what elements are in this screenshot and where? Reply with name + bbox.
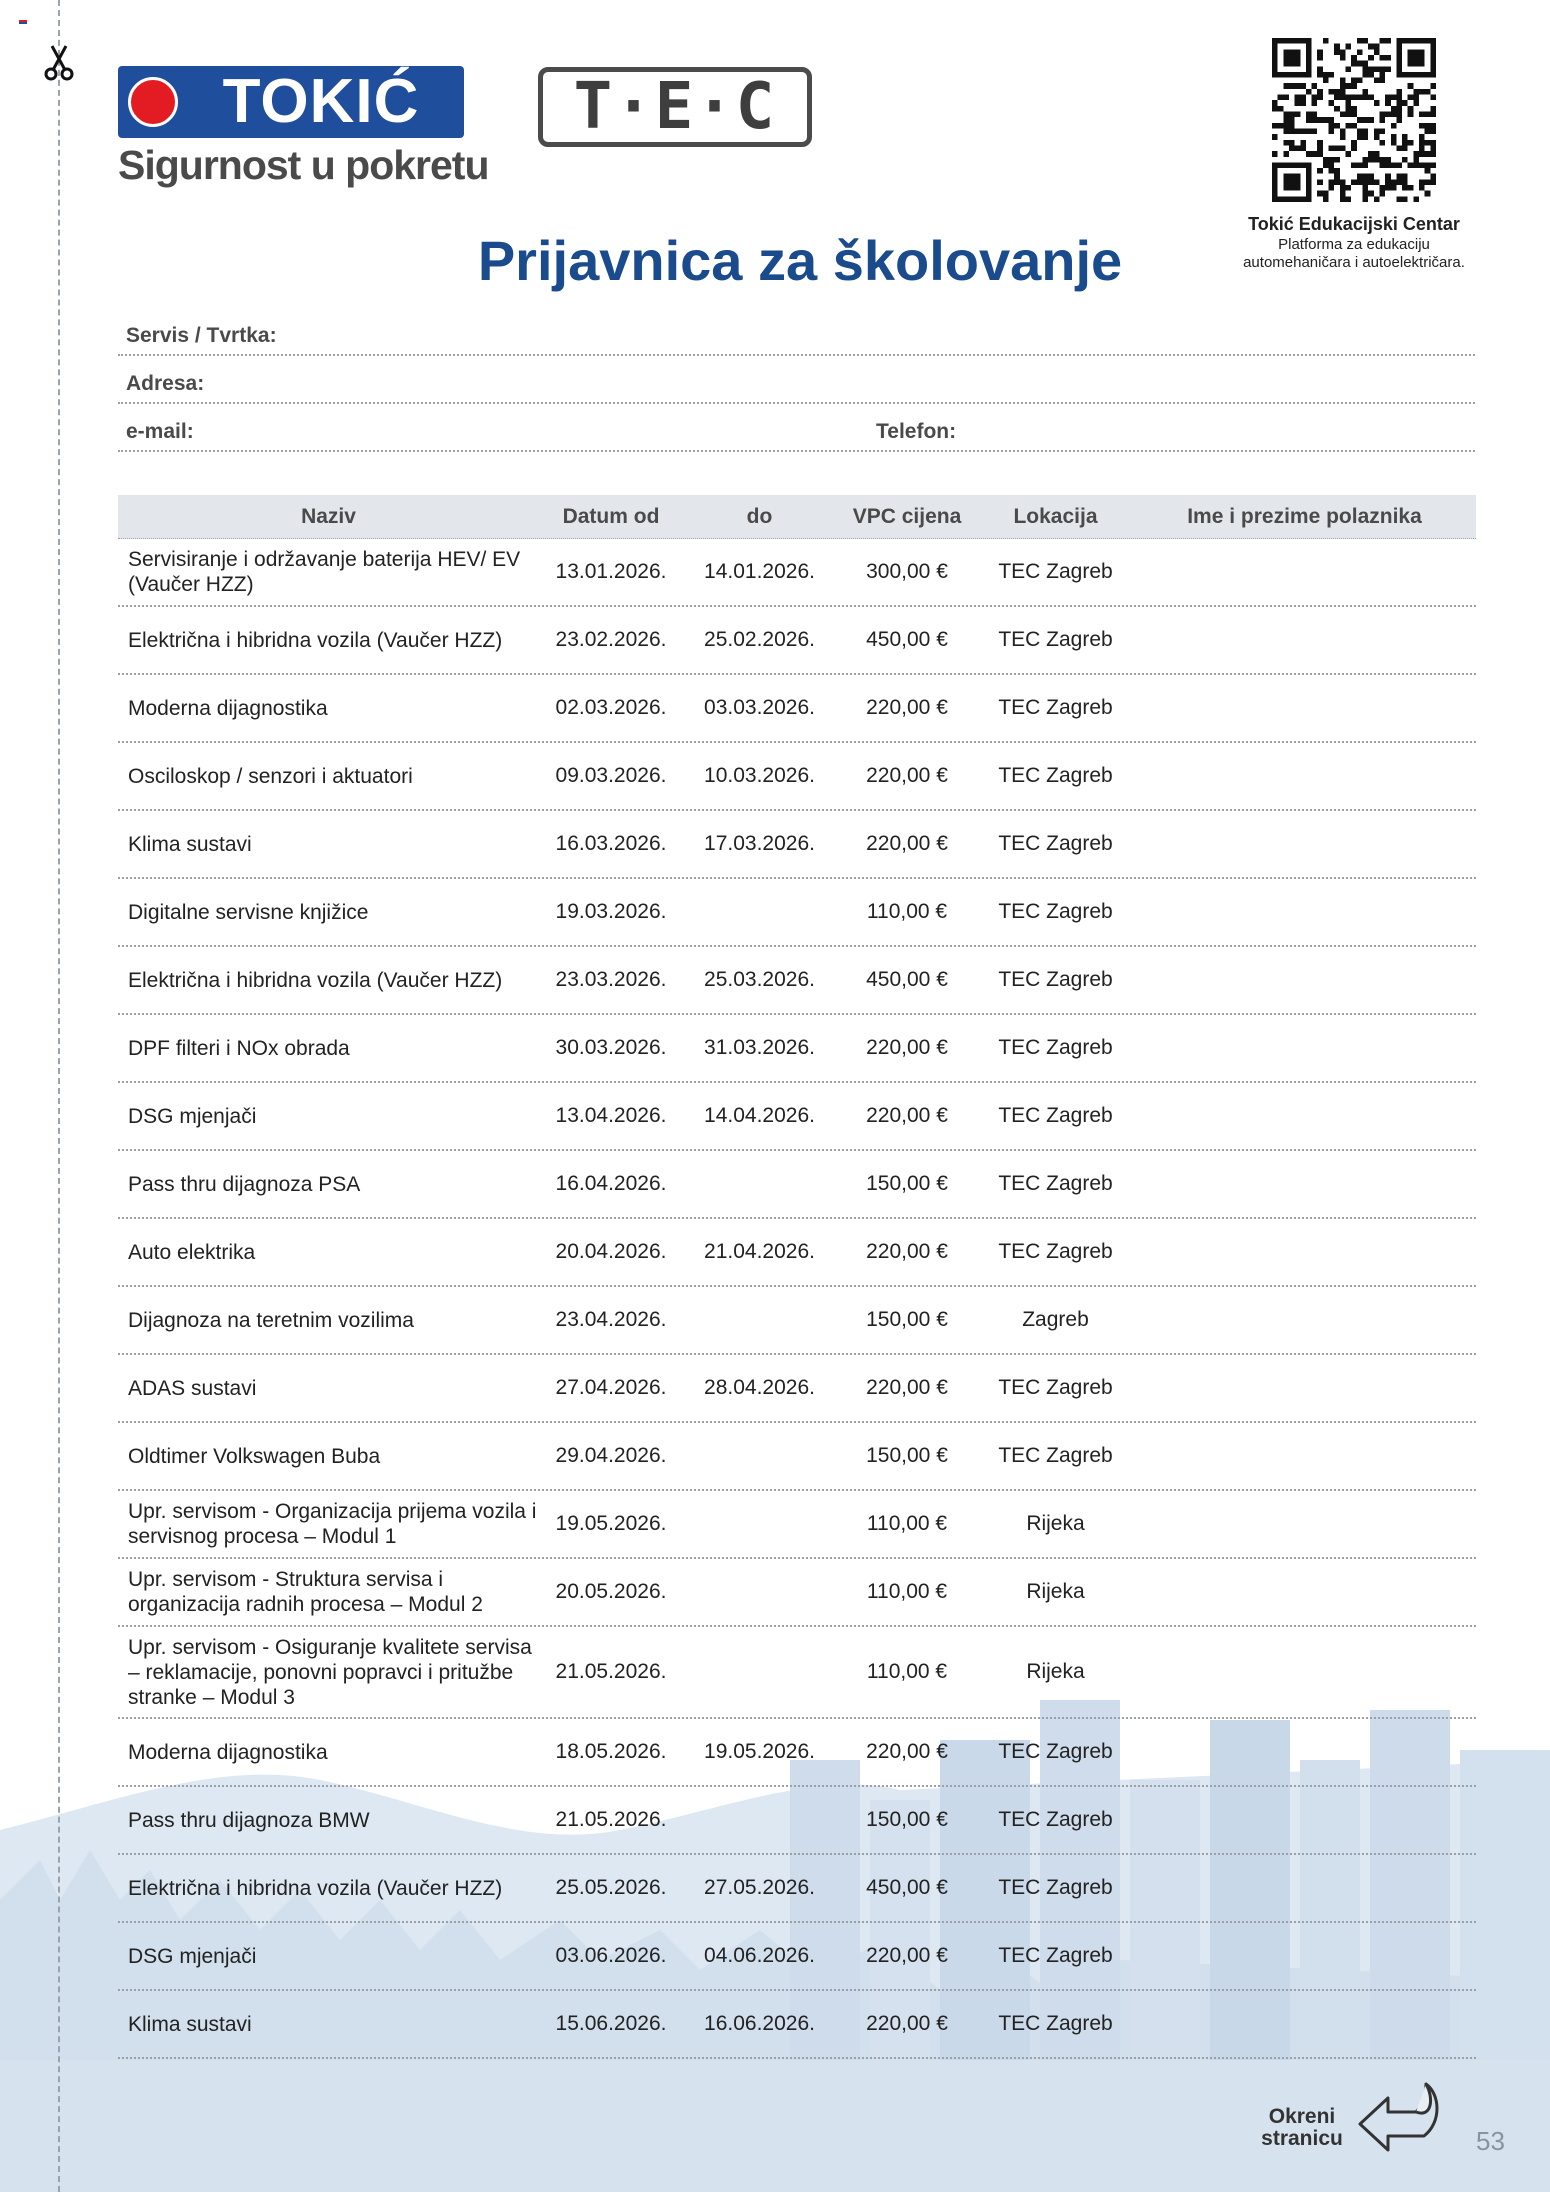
price: 450,00 € [866,628,948,651]
header-participant: Ime i prezime polaznika [1187,504,1422,528]
date-from: 02.03.2026. [555,696,667,719]
qr-description: Platforma za edukaciju automehaničara i autoelektričara. [1243,236,1465,271]
course-name: Upr. servisom - Osiguranje kvalitete servisa – reklamacije, ponovni popravci i pritužbe stranke – Modul 3 [128,1635,532,1709]
price: 110,00 € [866,900,948,923]
scissors-icon [40,44,78,82]
date-to: 16.06.2026. [704,2012,815,2035]
location: Rijeka [1026,1580,1085,1603]
price: 220,00 € [866,2012,948,2035]
location: TEC Zagreb [998,560,1113,583]
cut-line [58,0,60,2192]
qr-code[interactable] [1272,38,1436,202]
table-row [118,1627,1476,1719]
date-from: 15.06.2026. [555,2012,667,2035]
table-row [118,1719,1476,1787]
email-phone-field[interactable] [118,402,1475,452]
table-row [118,1559,1476,1627]
course-name: Klima sustavi [128,832,252,856]
location: TEC Zagreb [998,1376,1113,1399]
location: TEC Zagreb [998,1444,1113,1467]
price: 220,00 € [866,832,948,855]
date-from: 25.05.2026. [555,1876,667,1899]
table-row [118,607,1476,675]
date-to: 03.03.2026. [704,696,815,719]
price: 150,00 € [866,1444,948,1467]
price: 220,00 € [866,1240,948,1263]
date-to: 14.01.2026. [704,560,815,583]
location: TEC Zagreb [998,1036,1113,1059]
location: TEC Zagreb [998,1740,1113,1763]
page-number: 53 [1476,2126,1505,2156]
qr-title: Tokić Edukacijski Centar [1248,214,1460,234]
company-field[interactable] [118,306,1475,356]
date-to: 31.03.2026. [704,1036,815,1059]
course-name: Moderna dijagnostika [128,1740,328,1764]
price: 220,00 € [866,1740,948,1763]
address-field[interactable] [118,354,1475,404]
location: TEC Zagreb [998,832,1113,855]
date-from: 19.03.2026. [555,900,667,923]
location: TEC Zagreb [998,1104,1113,1127]
date-from: 13.01.2026. [555,560,667,583]
date-from: 16.03.2026. [555,832,667,855]
date-from: 20.04.2026. [555,1240,667,1263]
courses-table [118,495,1476,2059]
table-row [118,1355,1476,1423]
page-title: Prijavnica za školovanje [477,229,1123,292]
course-name: Moderna dijagnostika [128,696,328,720]
table-row [118,879,1476,947]
address-label: Adresa: [126,372,205,395]
header-location: Lokacija [1013,504,1098,528]
date-from: 29.04.2026. [555,1444,667,1467]
date-from: 23.04.2026. [555,1308,667,1331]
table-row [118,1287,1476,1355]
course-name: Dijagnoza na teretnim vozilima [128,1308,414,1332]
price: 150,00 € [866,1808,948,1831]
course-name: Električna i hibridna vozila (Vaučer HZZ) [128,628,503,652]
location: TEC Zagreb [998,2012,1113,2035]
turn-line-2: stranicu [1261,2127,1343,2150]
logo-red-dot [128,77,178,127]
logo-text: TOKIĆ [222,67,420,136]
location: TEC Zagreb [998,1944,1113,1967]
location: TEC Zagreb [998,900,1113,923]
date-to: 19.05.2026. [704,1740,815,1763]
table-row [118,1083,1476,1151]
date-to: 25.02.2026. [704,628,815,651]
location: TEC Zagreb [998,1172,1113,1195]
turn-page-arrow-icon[interactable] [1354,2078,1444,2156]
date-from: 19.05.2026. [555,1512,667,1535]
date-from: 21.05.2026. [555,1808,667,1831]
course-name: Klima sustavi [128,2012,252,2036]
date-from: 16.04.2026. [555,1172,667,1195]
table-body [118,539,1476,2059]
table-row [118,1423,1476,1491]
table-row [118,675,1476,743]
date-from: 03.06.2026. [555,1944,667,1967]
location: TEC Zagreb [998,696,1113,719]
date-to: 27.05.2026. [704,1876,815,1899]
date-from: 23.03.2026. [555,968,667,991]
course-name: Električna i hibridna vozila (Vaučer HZZ) [128,1876,503,1900]
table-row [118,947,1476,1015]
tokic-logo [118,66,464,138]
course-name: DPF filteri i NOx obrada [128,1036,350,1060]
price: 450,00 € [866,968,948,991]
location: Rijeka [1026,1512,1085,1535]
course-name: Upr. servisom - Organizacija prijema vozila i servisnog procesa – Modul 1 [128,1500,537,1548]
course-name: Osciloskop / senzori i aktuatori [128,764,413,788]
table-row [118,1219,1476,1287]
price: 150,00 € [866,1308,948,1331]
email-label: e-mail: [126,420,194,443]
location: TEC Zagreb [998,1876,1113,1899]
location: Zagreb [1022,1308,1089,1331]
date-from: 13.04.2026. [555,1104,667,1127]
price: 110,00 € [866,1660,948,1683]
price: 150,00 € [866,1172,948,1195]
header-price: VPC cijena [852,504,962,528]
date-from: 18.05.2026. [555,1740,667,1763]
course-name: Oldtimer Volkswagen Buba [128,1444,381,1468]
company-label: Servis / Tvrtka: [126,324,277,347]
turn-page-label[interactable] [1252,2106,1352,2150]
table-header [118,495,1476,539]
location: TEC Zagreb [998,628,1113,651]
course-name: Digitalne servisne knjižice [128,900,369,924]
table-row [118,1015,1476,1083]
price: 220,00 € [866,1376,948,1399]
date-from: 27.04.2026. [555,1376,667,1399]
course-name: Servisiranje i održavanje baterija HEV/ EV (Vaučer HZZ) [128,548,521,596]
date-to: 17.03.2026. [704,832,815,855]
table-row [118,1923,1476,1991]
price: 220,00 € [866,1036,948,1059]
date-to: 28.04.2026. [704,1376,815,1399]
location: TEC Zagreb [998,968,1113,991]
course-name: DSG mjenjači [128,1104,257,1128]
table-row [118,539,1476,607]
location: Rijeka [1026,1660,1085,1683]
header-name: Naziv [301,505,356,528]
table-row [118,1855,1476,1923]
course-name: Pass thru dijagnoza PSA [128,1172,361,1196]
turn-line-1: Okreni [1268,2105,1336,2128]
date-to: 04.06.2026. [704,1944,815,1967]
header-to: do [746,504,773,528]
date-to: 14.04.2026. [704,1104,815,1127]
flag-mark [19,20,27,26]
date-from: 09.03.2026. [555,764,667,787]
table-row [118,1491,1476,1559]
price: 300,00 € [866,560,948,583]
price: 450,00 € [866,1876,948,1899]
course-name: DSG mjenjači [128,1944,257,1968]
course-name: Pass thru dijagnoza BMW [128,1808,370,1832]
header-from: Datum od [562,504,660,528]
price: 220,00 € [866,1944,948,1967]
phone-label: Telefon: [876,420,957,443]
table-row [118,1787,1476,1855]
date-to: 25.03.2026. [704,968,815,991]
course-name: Auto elektrika [128,1240,256,1264]
price: 110,00 € [866,1580,948,1603]
date-from: 21.05.2026. [555,1660,667,1683]
tec-logo: T·E·C [538,67,812,147]
slogan: Sigurnost u pokretu [118,142,489,188]
price: 110,00 € [866,1512,948,1535]
date-to: 21.04.2026. [704,1240,815,1263]
date-to: 10.03.2026. [704,764,815,787]
location: TEC Zagreb [998,764,1113,787]
date-from: 23.02.2026. [555,628,667,651]
date-from: 30.03.2026. [555,1036,667,1059]
table-row [118,811,1476,879]
table-row [118,743,1476,811]
price: 220,00 € [866,1104,948,1127]
location: TEC Zagreb [998,1240,1113,1263]
course-name: ADAS sustavi [128,1376,257,1400]
price: 220,00 € [866,764,948,787]
table-row [118,1991,1476,2059]
location: TEC Zagreb [998,1808,1113,1831]
table-row [118,1151,1476,1219]
price: 220,00 € [866,696,948,719]
date-from: 20.05.2026. [555,1580,667,1603]
course-name: Upr. servisom - Struktura servisa i organizacija radnih procesa – Modul 2 [128,1568,483,1616]
course-name: Električna i hibridna vozila (Vaučer HZZ) [128,968,503,992]
